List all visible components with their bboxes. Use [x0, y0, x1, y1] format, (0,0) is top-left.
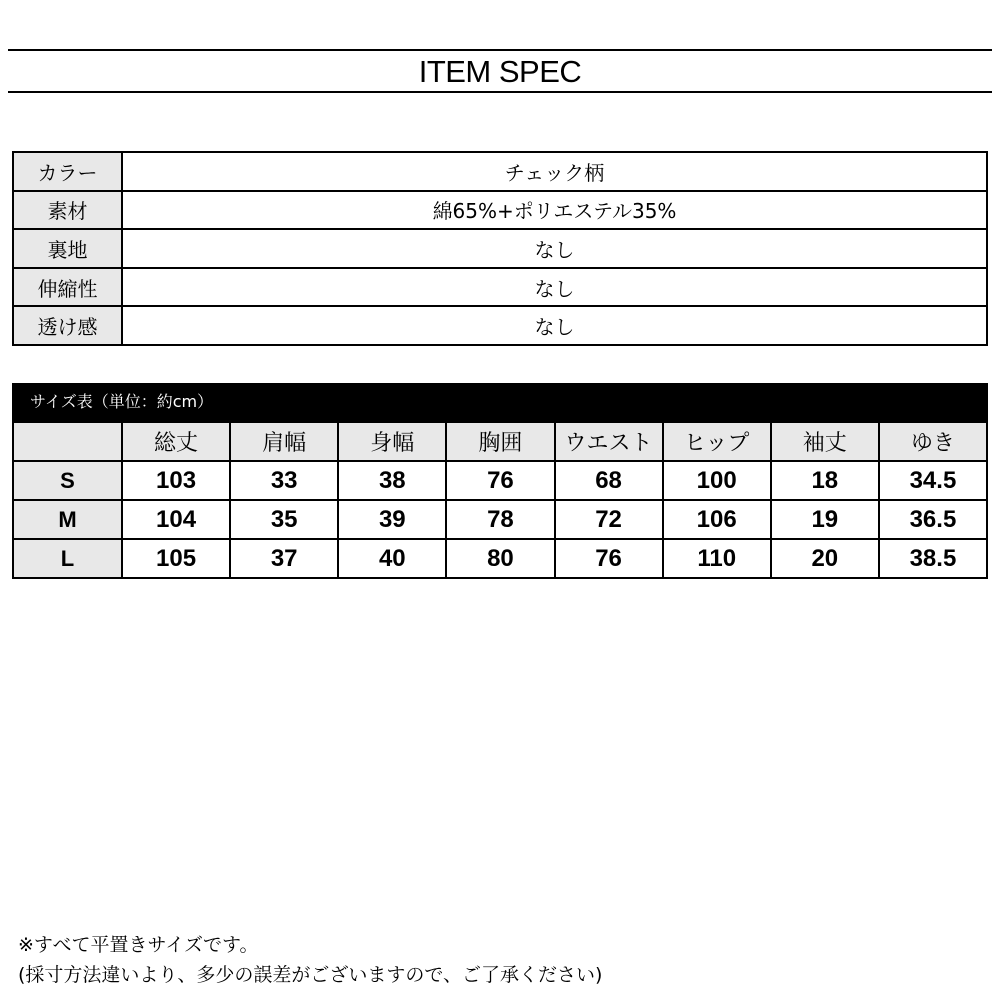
table-cell: 110	[663, 539, 771, 578]
spec-label: 素材	[13, 191, 122, 230]
size-label: L	[13, 539, 122, 578]
column-header: ウエスト	[555, 422, 663, 461]
table-cell: 72	[555, 500, 663, 539]
table-cell: 36.5	[879, 500, 987, 539]
column-header: ゆき	[879, 422, 987, 461]
spec-value: 綿65%+ポリエステル35%	[122, 191, 987, 230]
table-cell: 18	[771, 461, 879, 500]
size-row-m	[13, 500, 987, 539]
table-cell: 105	[122, 539, 230, 578]
note-measurement-error: (採寸方法違いより、多少の誤差がございますので、ご了承ください)	[18, 964, 603, 986]
spec-row-color	[13, 152, 987, 191]
column-header: ヒップ	[663, 422, 771, 461]
column-header: 総丈	[122, 422, 230, 461]
table-cell: 39	[338, 500, 446, 539]
table-cell: 76	[555, 539, 663, 578]
note-flat-measurement: ※すべて平置きサイズです。	[18, 934, 259, 956]
size-table	[12, 421, 988, 579]
table-cell: 78	[446, 500, 554, 539]
spec-value: なし	[122, 268, 987, 307]
table-cell: 76	[446, 461, 554, 500]
spec-value: チェック柄	[122, 152, 987, 191]
table-cell: 100	[663, 461, 771, 500]
table-cell: 104	[122, 500, 230, 539]
spec-label: カラー	[13, 152, 122, 191]
table-cell: 19	[771, 500, 879, 539]
spec-value: なし	[122, 306, 987, 345]
title-rule-bottom	[8, 91, 992, 93]
table-cell: 68	[555, 461, 663, 500]
table-cell: 37	[230, 539, 338, 578]
table-cell: 40	[338, 539, 446, 578]
table-cell: 38	[338, 461, 446, 500]
size-label: S	[13, 461, 122, 500]
size-label: M	[13, 500, 122, 539]
spec-row-stretch	[13, 268, 987, 307]
table-cell: 20	[771, 539, 879, 578]
column-header: 袖丈	[771, 422, 879, 461]
spec-label: 伸縮性	[13, 268, 122, 307]
size-row-s	[13, 461, 987, 500]
size-header-corner	[13, 422, 122, 461]
column-header: 身幅	[338, 422, 446, 461]
table-cell: 38.5	[879, 539, 987, 578]
spec-row-lining	[13, 229, 987, 268]
table-cell: 33	[230, 461, 338, 500]
size-table-caption: サイズ表（単位：約cm）	[12, 383, 988, 421]
spec-row-material	[13, 191, 987, 230]
spec-row-sheerness	[13, 306, 987, 345]
spec-label: 透け感	[13, 306, 122, 345]
page-title: ITEM SPEC	[418, 54, 582, 89]
spec-table	[12, 151, 988, 346]
size-table-header-row	[13, 422, 987, 461]
table-cell: 35	[230, 500, 338, 539]
size-row-l	[13, 539, 987, 578]
spec-label: 裏地	[13, 229, 122, 268]
column-header: 肩幅	[230, 422, 338, 461]
column-header: 胸囲	[446, 422, 554, 461]
spec-value: なし	[122, 229, 987, 268]
table-cell: 103	[122, 461, 230, 500]
table-cell: 34.5	[879, 461, 987, 500]
table-cell: 80	[446, 539, 554, 578]
table-cell: 106	[663, 500, 771, 539]
title-rule-top	[8, 49, 992, 51]
